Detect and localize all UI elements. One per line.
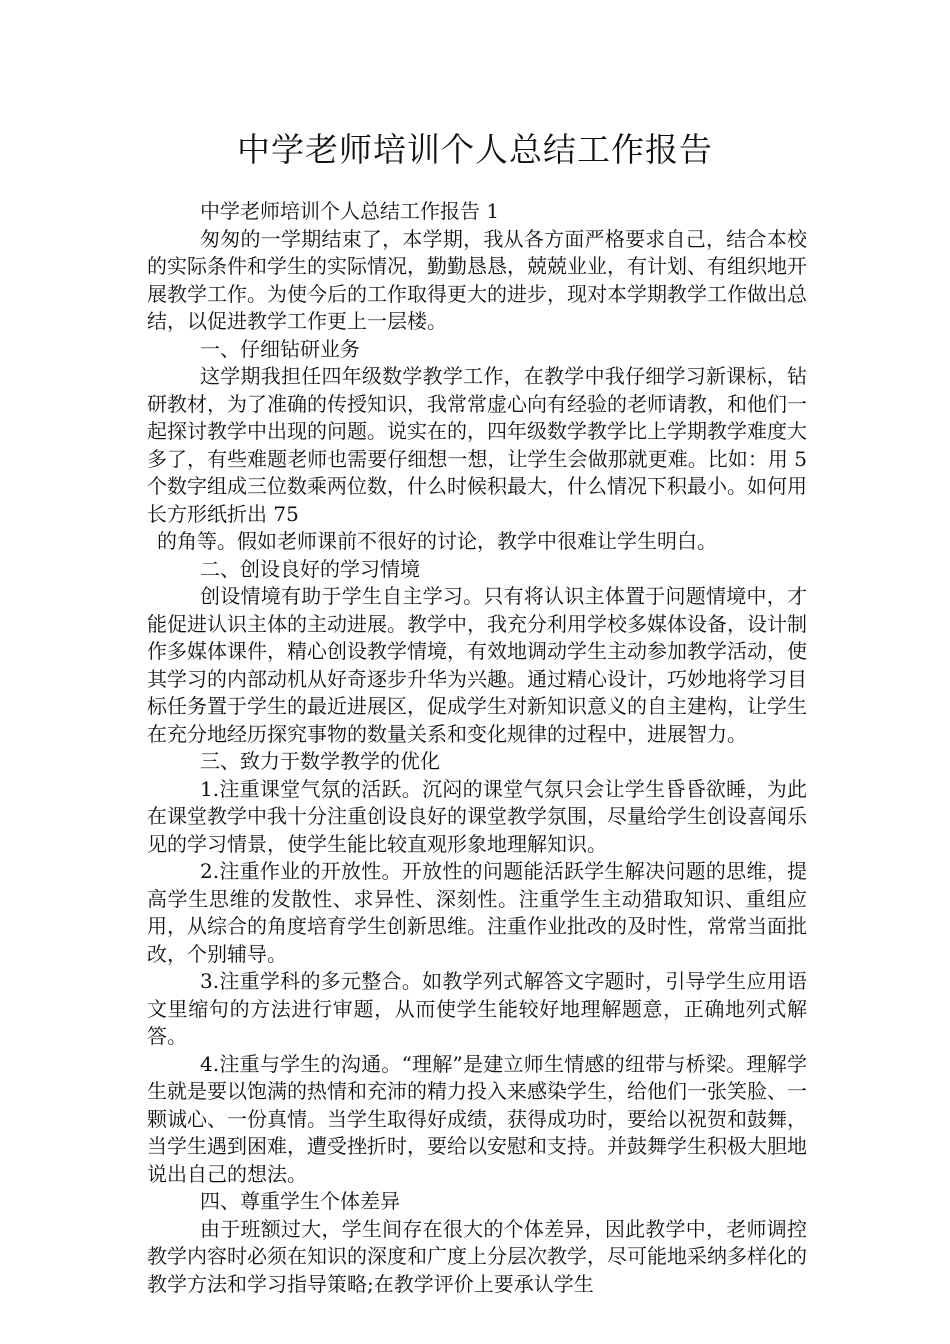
section-heading-3: 三、致力于数学教学的优化	[200, 749, 440, 773]
section-3-item-4: 4.注重与学生的沟通。“理解”是建立师生情感的纽带与桥梁。理解学生就是要以饱满的热情和充沛的精力投入来感染学生，给他们一张笑脸、一颗诚心、一份真情。当学生取得好成绩，获得成功时，要给以祝贺和鼓舞，当学生遇到困难，遭受挫折时，要给以安慰和支持。并鼓舞学生积极大胆地说出自己的想法。	[147, 1051, 807, 1186]
section-1-paragraph: 这学期我担任四年级数学教学工作，在教学中我仔细学习新课标，钻研教材，为了准确的传授知识，我常常虚心向有经验的老师请教，和他们一起探讨教学中出现的问题。说实在的，四年级数学教学比上学期教学难度大多了，有些难题老师也需要仔细想一想，让学生会做那就更难。比如：用 5 个数字组成三位数乘两位数，什么时候积最大，什么情况下积最小。如何用长方形纸折出 75	[147, 364, 807, 526]
section-heading-1: 一、仔细钻研业务	[200, 336, 360, 361]
section-3-item-1: 1.注重课堂气氛的活跃。沉闷的课堂气氛只会让学生昏昏欲睡，为此在课堂教学中我十分注重创设良好的课堂教学氛围，尽量给学生创设喜闻乐见的学习情景，使学生能比较直观形象地理解知识。	[147, 776, 807, 856]
document-title: 中学老师培训个人总结工作报告	[237, 130, 713, 169]
section-3-item-3: 3.注重学科的多元整合。如教学列式解答文字题时，引导学生应用语文里缩句的方法进行审题，从而使学生能较好地理解题意，正确地列式解答。	[147, 969, 807, 1048]
section-2-paragraph: 创设情境有助于学生自主学习。只有将认识主体置于问题情境中，才能促进认识主体的主动进展。教学中，我充分利用学校多媒体设备，设计制作多媒体课件，精心创设教学情境，有效地调动学生主动参加教学活动，使其学习的内部动机从好奇逐步升华为兴趣。通过精心设计，巧妙地将学习目标任务置于学生的最近进展区，促成学生对新知识意义的自主建构，让学生在充分地经历探究事物的数量关系和变化规律的过程中，进展智力。	[147, 584, 807, 746]
intro-paragraph: 匆匆的一学期结束了，本学期，我从各方面严格要求自己，结合本校的实际条件和学生的实际情况，勤勤恳恳，兢兢业业，有计划、有组织地开展教学工作。为使今后的工作取得更大的进步，现对本学期教学工作做出总结，以促进教学工作更上一层楼。	[147, 226, 807, 333]
section-1-continuation: 的角等。假如老师课前不很好的讨论，教学中很难让学生明白。	[157, 529, 717, 553]
section-heading-2: 二、创设良好的学习情境	[200, 556, 420, 581]
report-subtitle: 中学老师培训个人总结工作报告 1	[200, 199, 500, 223]
document-body	[147, 198, 807, 1298]
section-heading-4: 四、尊重学生个体差异	[200, 1189, 400, 1213]
section-3-item-2: 2.注重作业的开放性。开放性的问题能活跃学生解决问题的思维，提高学生思维的发散性、求异性、深刻性。注重学生主动猎取知识、重组应用，从综合的角度培育学生创新思维。注重作业批改的及时性，常常当面批改，个别辅导。	[147, 859, 807, 966]
section-4-paragraph: 由于班额过大，学生间存在很大的个体差异，因此教学中，老师调控教学内容时必须在知识的深度和广度上分层次教学，尽可能地采纳多样化的教学方法和学习指导策略;在教学评价上要承认学生	[147, 1216, 807, 1296]
